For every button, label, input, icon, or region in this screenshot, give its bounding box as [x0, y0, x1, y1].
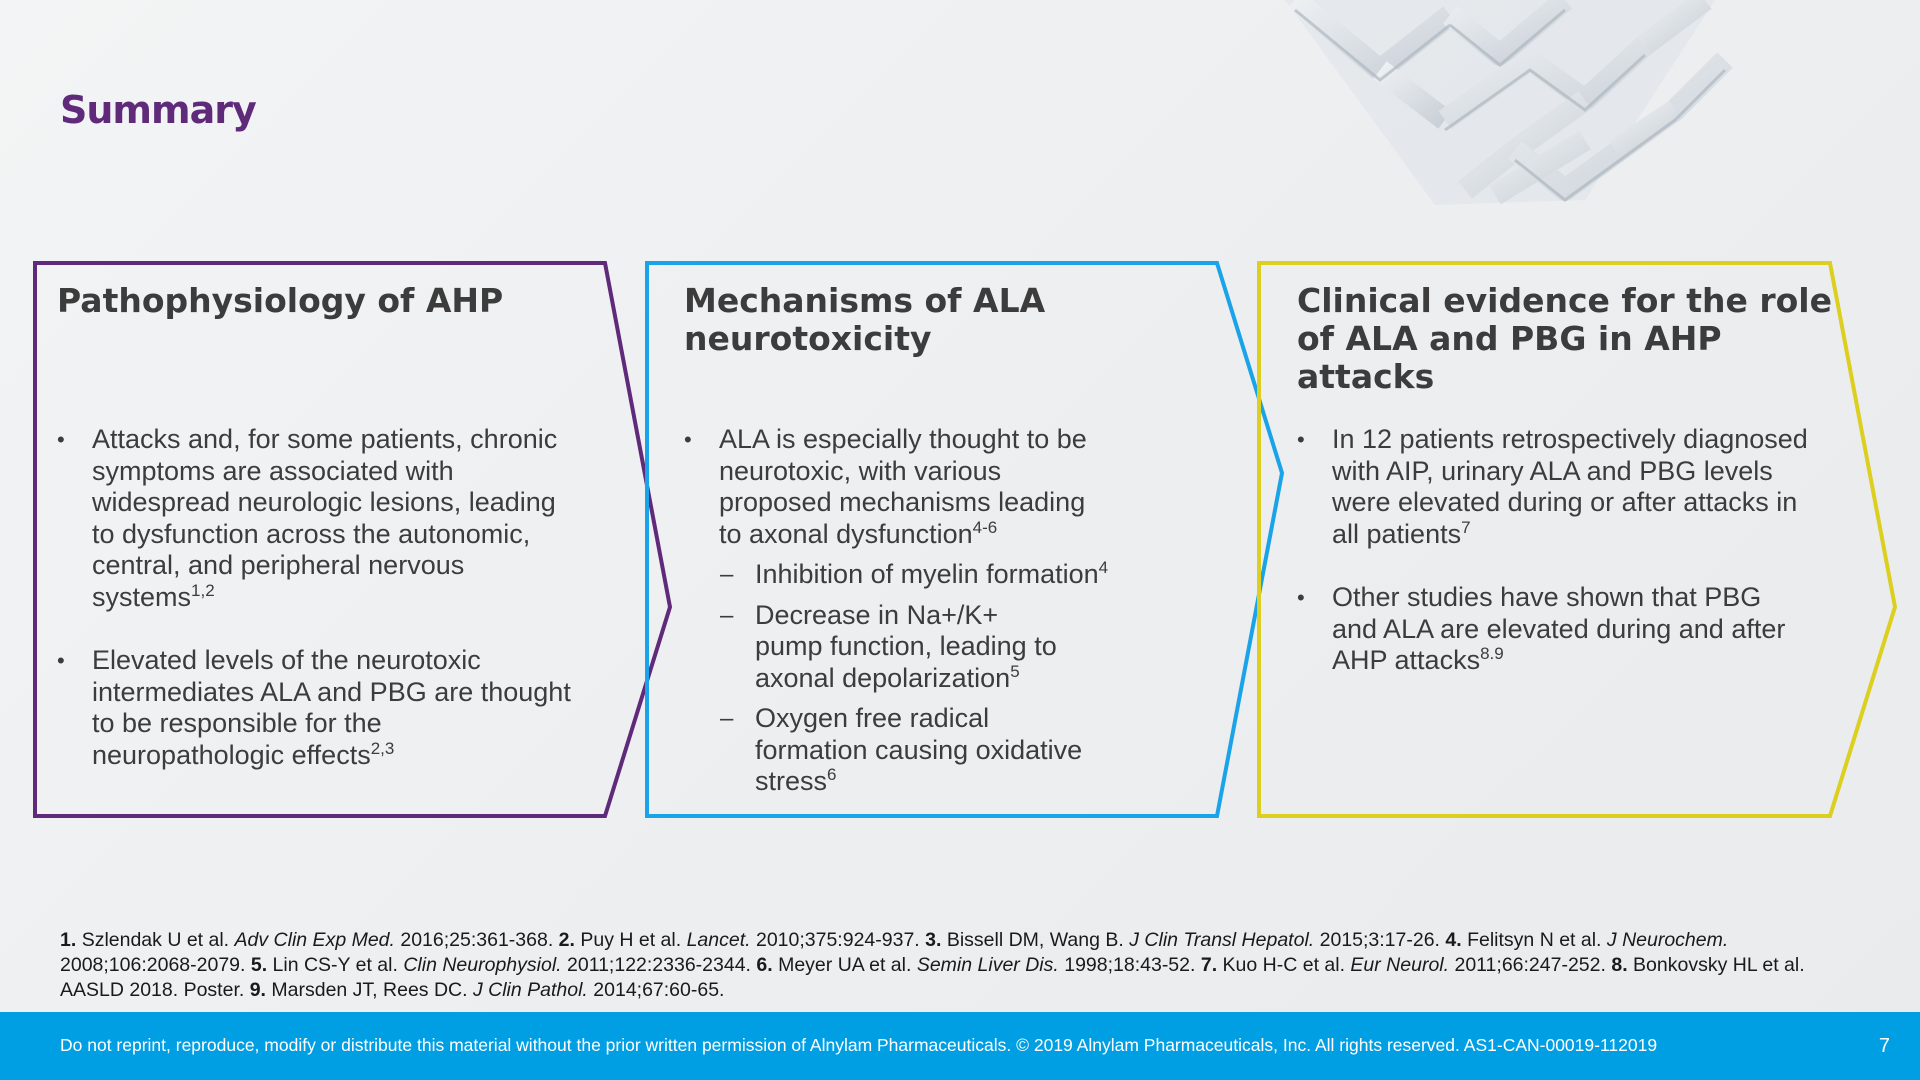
reference-journal: Eur Neurol.	[1350, 954, 1450, 976]
reference-journal: J Neurochem.	[1606, 929, 1729, 951]
bullet-item: • Attacks and, for some patients, chronic symptoms are associated with widespread neurologic lesions, leading to dysfunction across the autonomic, central, and peripheral nervous systems$^{1,2}$	[57, 424, 577, 613]
reference-number: 7.	[1200, 954, 1218, 976]
page-number: 7	[1878, 1035, 1890, 1057]
reference-journal: Lancet.	[686, 929, 751, 951]
reference-number: 5.	[250, 954, 268, 976]
reference-authors: Lin CS-Y et al.	[272, 954, 398, 976]
panel-pathophysiology	[57, 282, 597, 802]
panel-mechanisms	[684, 282, 1244, 802]
reference-authors: Szlendak U et al.	[81, 929, 230, 951]
reference-authors: Felitsyn N et al.	[1467, 929, 1602, 951]
reference-number: 6.	[756, 954, 773, 976]
reference-details: 2008;106:2068-2079.	[60, 954, 246, 976]
reference-authors: Kuo H-C et al.	[1222, 954, 1345, 976]
legal-notice: Do not reprint, reproduce, modify or distribute this material without the prior written permission of Alnylam Pharmaceuticals. © 2019 Alnylam Pharmaceuticals, Inc. All rights reserved. AS1-CAN-00019-112019	[60, 1035, 1658, 1055]
reference-authors: Marsden JT, Rees DC.	[271, 979, 468, 1001]
bullet-item: • Elevated levels of the neurotoxic intermediates ALA and PBG are thought to be responsible for the neuropathologic effects$^{2,3}$	[57, 645, 577, 771]
reference-journal: Clin Neurophysiol.	[403, 954, 562, 976]
reference-details: 2010;375:924-937.	[755, 929, 920, 951]
reference-number: 3.	[925, 929, 942, 951]
reference-details: 2015;3:17-26.	[1319, 929, 1440, 951]
page-title: Summary	[60, 88, 256, 132]
reference-journal: J Clin Pathol.	[472, 979, 588, 1001]
bullet-list	[57, 424, 577, 771]
bullet-list	[684, 424, 1124, 798]
bullet-item: • Other studies have shown that PBG and ALA are elevated during and after AHP attacks$^{8.9}$	[1297, 582, 1802, 677]
references	[60, 928, 1860, 1003]
reference-details: 2016;25:361-368.	[400, 929, 554, 951]
reference-number: 2.	[558, 929, 575, 951]
reference-number: 9.	[249, 979, 266, 1001]
sub-bullet-item: – Decrease in Na+/K+ pump function, leading to axonal depolarization$^5$	[684, 600, 1060, 695]
reference-journal: Adv Clin Exp Med.	[234, 929, 395, 951]
reference-journal: J Clin Transl Hepatol.	[1129, 929, 1315, 951]
reference-number: 1.	[60, 929, 77, 951]
reference-number: 4.	[1445, 929, 1462, 951]
reference-details: 1998;18:43-52.	[1064, 954, 1196, 976]
bullet-item: • In 12 patients retrospectively diagnosed with AIP, urinary ALA and PBG levels were elevated during or after attacks in all patients$^7$	[1297, 424, 1817, 550]
bullet-list	[1297, 424, 1817, 677]
reference-details: 2011;122:2336-2344.	[567, 954, 751, 976]
reference-authors: Meyer UA et al.	[778, 954, 912, 976]
panel-heading: Mechanisms of ALA neurotoxicity	[684, 281, 1046, 358]
reference-number: 8.	[1611, 954, 1628, 976]
bullet-item: • ALA is especially thought to be neurotoxic, with various proposed mechanisms leading to axonal dysfunction$^{4-6}$	[684, 424, 1099, 550]
panel-heading: Pathophysiology of AHP	[57, 281, 504, 320]
reference-authors: Puy H et al.	[580, 929, 682, 951]
reference-details: 2011;66:247-252.	[1454, 954, 1606, 976]
reference-details: 2014;67:60-65.	[593, 979, 725, 1001]
sub-bullet-item: – Oxygen free radical formation causing oxidative stress$^6$	[684, 703, 1105, 798]
reference-authors: Bissell DM, Wang B.	[946, 929, 1124, 951]
panel-heading: Clinical evidence for the role of ALA and PBG in AHP attacks	[1297, 281, 1832, 396]
reference-journal: Semin Liver Dis.	[916, 954, 1059, 976]
reference-authors: Bonkovsky HL et al. AASLD 2018. Poster.	[60, 954, 1805, 1001]
footer-bar	[0, 1012, 1920, 1080]
sub-bullet-item: – Inhibition of myelin formation$^4$	[684, 559, 1124, 591]
panel-clinical-evidence	[1297, 282, 1857, 802]
